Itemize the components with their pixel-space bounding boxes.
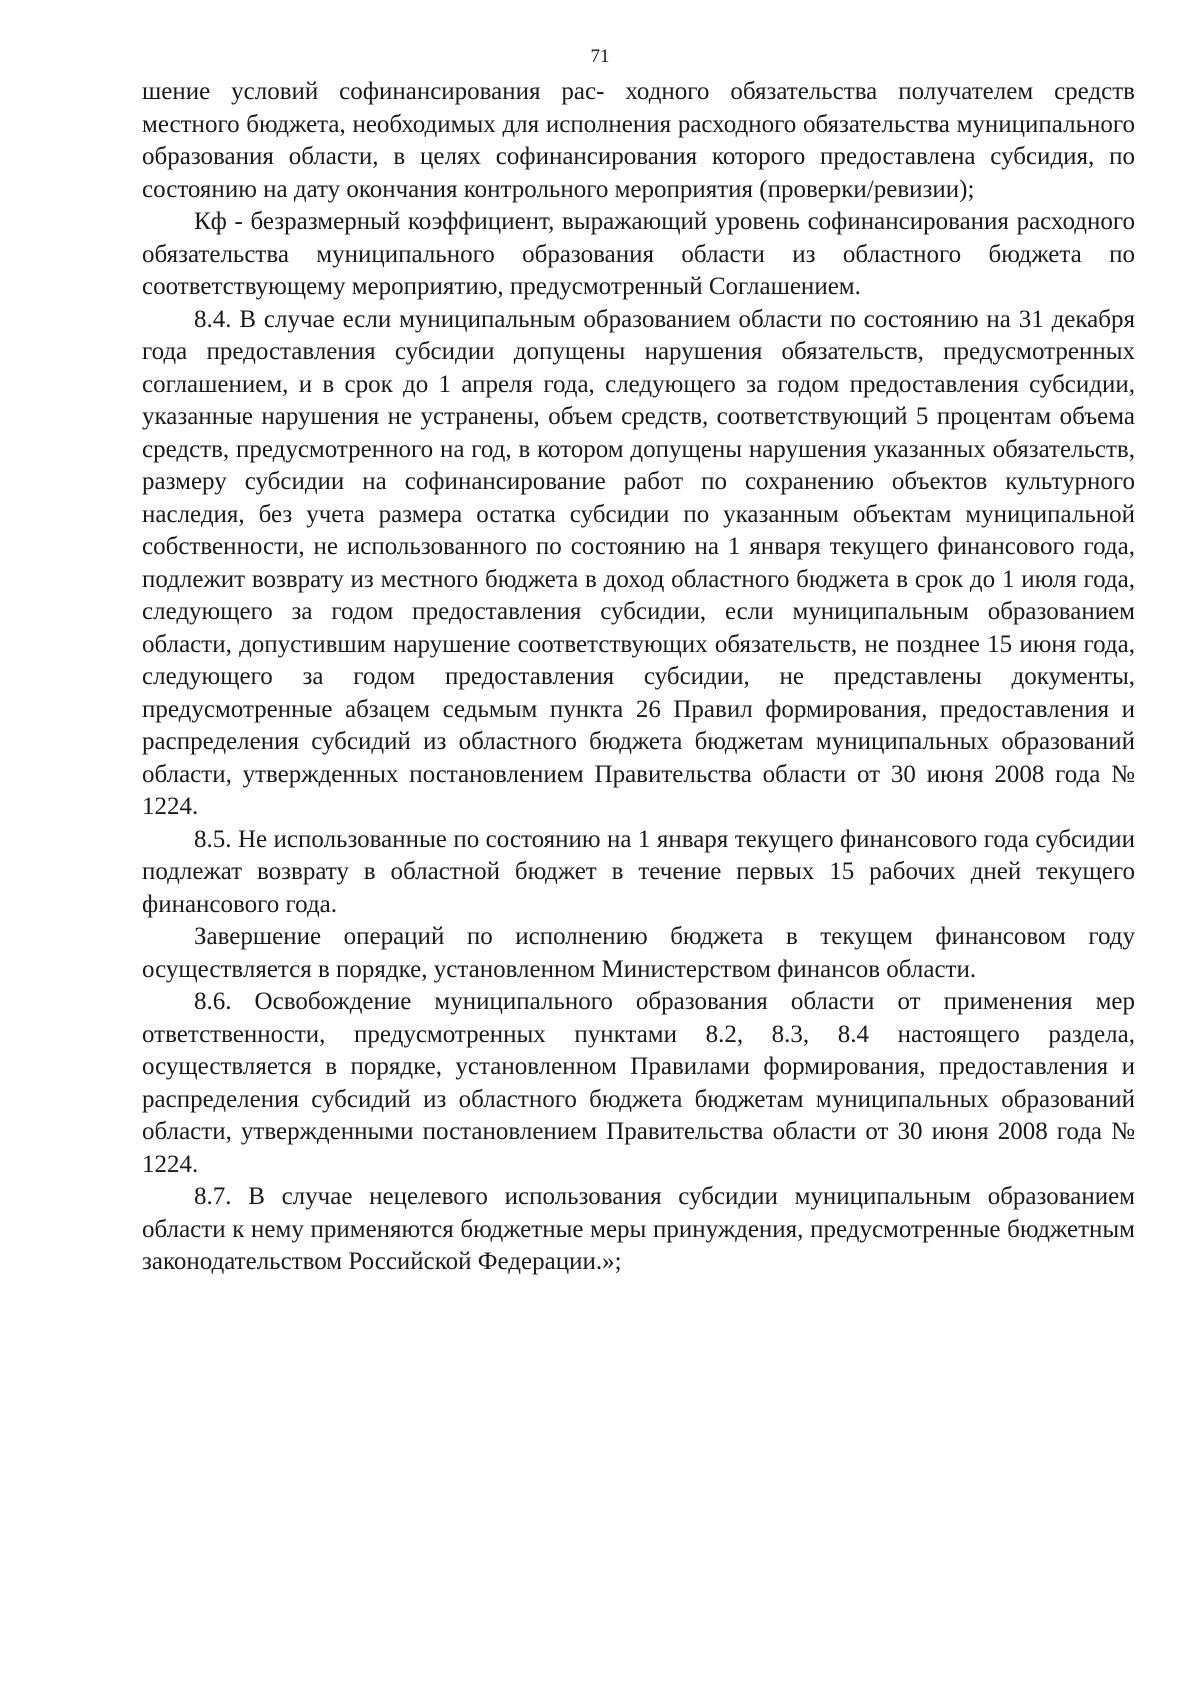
paragraph-budget-completion: Завершение операций по исполнению бюджета в текущем финансовом году осуществляется в порядке, установленном Министерством финансов области. — [142, 923, 1135, 983]
paragraph-8-4: 8.4. В случае если муниципальным образованием области по состоянию на 31 декабря года предоставления субсидии допущены нарушения обязательств, предусмотренных соглашением, и в срок до 1 апреля года, следующего за годом предоставления субсидии, указанные нарушения не устранены, объем средств, соответствующий 5 процентам объема средств, предусмотренного на год, в котором допущены нарушения указанных обязательств, размеру субсидии на софинансирование работ по сохранению объектов культурного наследия, без учета размера остатка субсидии по указанным объектам муниципальной собственности, не использованного по состоянию на 1 января текущего финансового года, подлежит возврату из местного бюджета в доход областного бюджета в срок до 1 июля года, следующего за годом предоставления субсидии, если муниципальным образованием области, допустившим нарушение соответствующих обязательств, не позднее 15 июня года, следующего за годом предоставления субсидии, не представлены документы, предусмотренные абзацем седьмым пункта 26 Правил формирования, предоставления и распределения субсидий из областного бюджета бюджетам муниципальных образований области, утвержденных постановлением Правительства области от 30 июня 2008 года № 1224. — [142, 305, 1135, 820]
paragraph-continuation: шение условий софинансирования рас- ходного обязательства получателем средств местного бюджета, необходимых для исполнения расходного обязательства муниципального образования области, в целях софинансирования которого предоставлена субсидия, по состоянию на дату окончания контрольного мероприятия (проверки/ревизии); — [142, 78, 1135, 203]
paragraph-8-6: 8.6. Освобождение муниципального образования области от применения мер ответственности, предусмотренных пунктами 8.2, 8.3, 8.4 настоящего раздела, осуществляется в порядке, установленном Правилами формирования, предоставления и распределения субсидий из областного бюджета бюджетам муниципальных образований области, утвержденными постановлением Правительства области от 30 июня 2008 года № 1224. — [142, 988, 1135, 1178]
paragraph-8-5: 8.5. Не использованные по состоянию на 1 января текущего финансового года субсидии подлежат возврату в областной бюджет в течение первых 15 рабочих дней текущего финансового года. — [142, 825, 1135, 918]
paragraph-8-7: 8.7. В случае нецелевого использования субсидии муниципальным образованием области к нему применяются бюджетные меры принуждения, предусмотренные бюджетным законодательством Российской Федерации.»; — [142, 1183, 1135, 1275]
document-body — [142, 76, 1135, 1279]
page-number: 71 — [590, 46, 610, 67]
paragraph-kf-definition: Кф - безразмерный коэффициент, выражающий уровень софинансирования расходного обязательства муниципального образования области из областного бюджета по соответствующему мероприятию, предусмотренный Соглашением. — [142, 208, 1135, 300]
